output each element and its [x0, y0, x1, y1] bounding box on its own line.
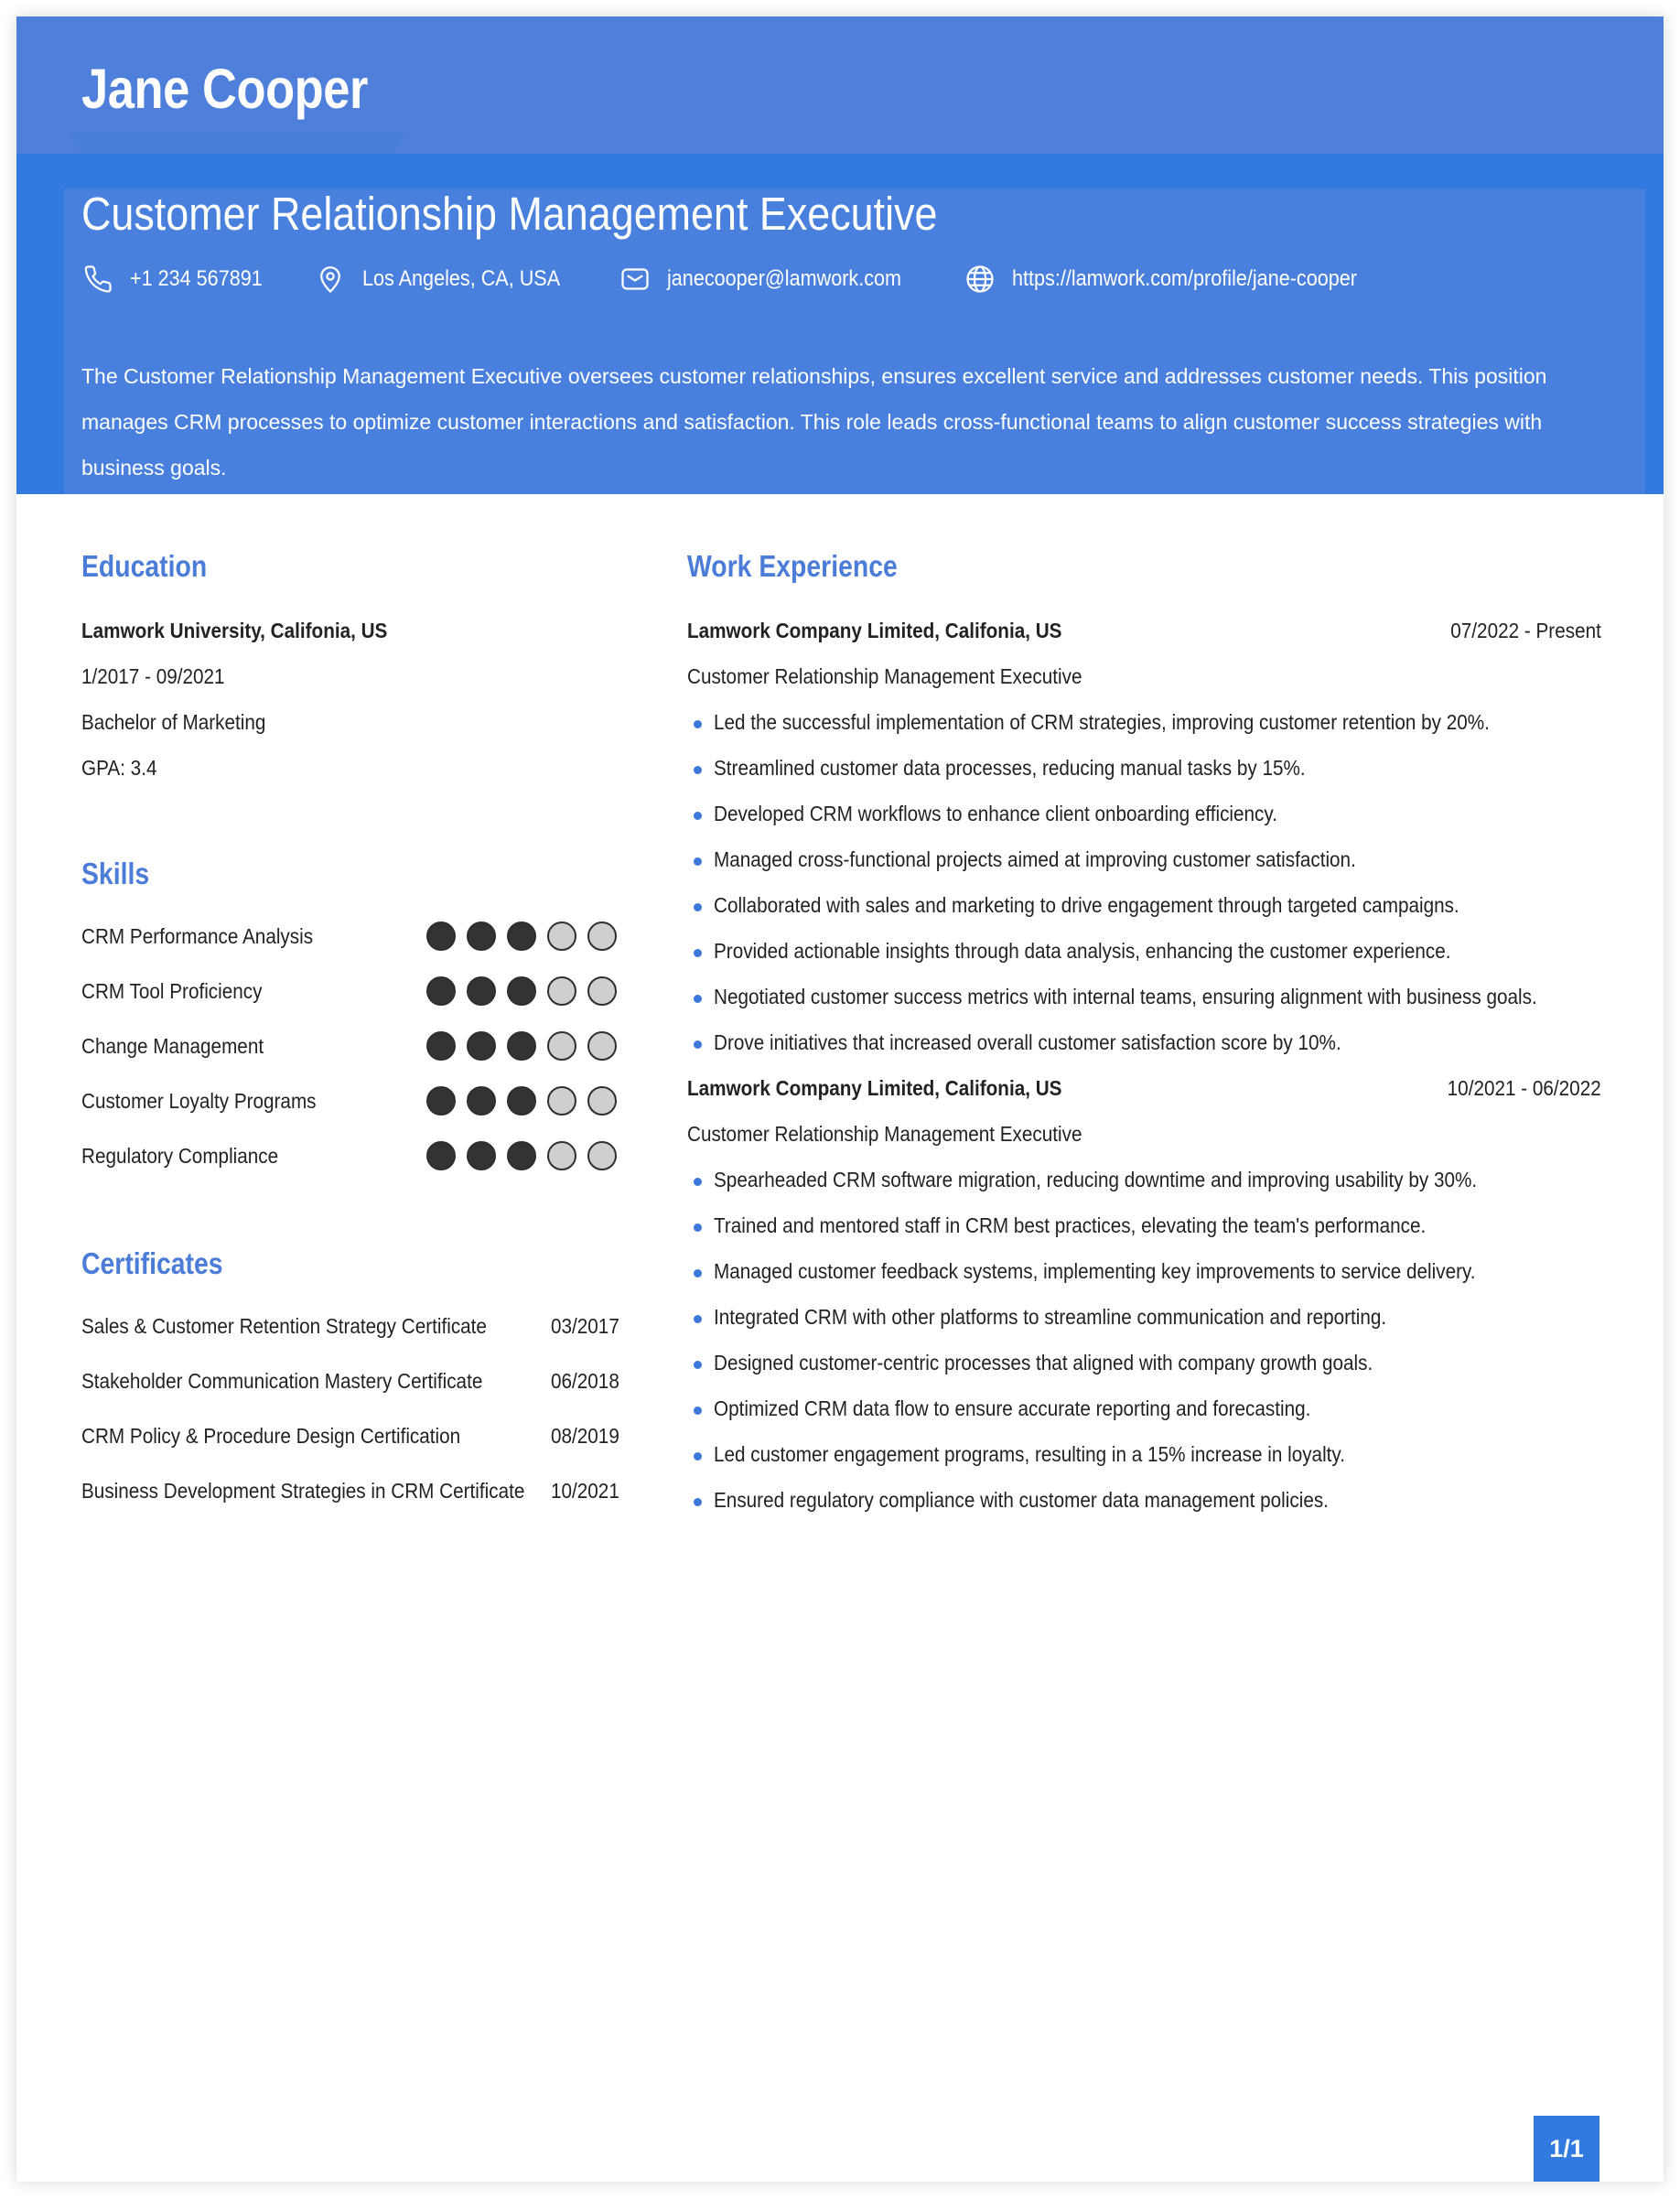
experience-heading: Work Experience	[687, 549, 898, 583]
job-dates: 10/2021 - 06/2022	[1447, 1076, 1601, 1100]
job-bullet: Integrated CRM with other platforms to streamline communication and reporting.	[714, 1305, 1387, 1329]
email-icon	[619, 263, 652, 296]
skill-name: Change Management	[81, 1034, 264, 1058]
job-bullet: Managed customer feedback systems, implementing key improvements to service delivery.	[714, 1259, 1476, 1283]
phone-text: +1 234 567891	[130, 266, 263, 291]
header-ribbon	[68, 132, 406, 154]
rating-dot-filled	[426, 1031, 456, 1061]
skill-name: CRM Performance Analysis	[81, 924, 314, 948]
rating-dot-filled	[426, 1086, 456, 1116]
certificate-name: CRM Policy & Procedure Design Certification	[81, 1424, 461, 1448]
bullet-dot	[694, 1223, 702, 1232]
education-gpa: GPA: 3.4	[81, 756, 157, 780]
rating-dot-empty	[587, 1086, 617, 1116]
skills-heading: Skills	[81, 857, 150, 890]
job-bullet: Trained and mentored staff in CRM best practices, elevating the team's performance.	[714, 1213, 1427, 1237]
education-degree: Bachelor of Marketing	[81, 710, 266, 734]
education-dates: 1/2017 - 09/2021	[81, 664, 225, 688]
rating-dot-filled	[467, 922, 496, 951]
website-text: https://lamwork.com/profile/jane-cooper	[1012, 266, 1358, 291]
certificate-date: 08/2019	[551, 1424, 619, 1448]
bullet-dot	[694, 766, 702, 774]
job-bullet: Managed cross-functional projects aimed at improving customer satisfaction.	[714, 847, 1356, 871]
skill-rating	[426, 1086, 628, 1116]
rating-dot-empty	[547, 976, 576, 1006]
certificate-date: 03/2017	[551, 1314, 619, 1338]
certificate-date: 10/2021	[551, 1479, 619, 1503]
rating-dot-filled	[507, 1086, 536, 1116]
resume-page	[16, 16, 1664, 2182]
bullet-dot	[694, 812, 702, 820]
bullet-dot	[694, 1498, 702, 1506]
job-bullet: Provided actionable insights through data analysis, enhancing the customer experience.	[714, 939, 1451, 963]
rating-dot-empty	[547, 1141, 576, 1170]
skill-name: Regulatory Compliance	[81, 1144, 279, 1168]
location-text: Los Angeles, CA, USA	[361, 266, 560, 291]
bullet-dot	[694, 903, 702, 911]
certificate-name: Business Development Strategies in CRM Certificate	[81, 1479, 525, 1503]
skill-name: Customer Loyalty Programs	[81, 1089, 317, 1113]
job-bullet: Designed customer-centric processes that aligned with company growth goals.	[714, 1351, 1373, 1374]
rating-dot-filled	[426, 922, 456, 951]
certificate-date: 06/2018	[551, 1369, 619, 1393]
job-dates: 07/2022 - Present	[1450, 619, 1601, 642]
job-bullet: Led customer engagement programs, resulting in a 15% increase in loyalty.	[714, 1442, 1345, 1466]
rating-dot-filled	[507, 1031, 536, 1061]
bullet-dot	[694, 1040, 702, 1049]
bullet-dot	[694, 857, 702, 866]
skill-rating	[426, 1141, 628, 1170]
rating-dot-empty	[587, 976, 617, 1006]
rating-dot-filled	[507, 922, 536, 951]
skill-rating	[426, 1031, 628, 1061]
rating-dot-filled	[467, 1086, 496, 1116]
contact-location	[314, 263, 582, 296]
bullet-dot	[694, 1269, 702, 1277]
contact-phone[interactable]	[81, 263, 277, 296]
rating-dot-filled	[467, 976, 496, 1006]
rating-dot-empty	[587, 922, 617, 951]
bullet-dot	[694, 995, 702, 1003]
job-bullet: Collaborated with sales and marketing to drive engagement through targeted campaigns.	[714, 893, 1459, 917]
rating-dot-filled	[426, 1141, 456, 1170]
skill-rating	[426, 976, 628, 1006]
bullet-dot	[694, 1407, 702, 1415]
skill-name: CRM Tool Proficiency	[81, 979, 263, 1003]
job-bullet: Spearheaded CRM software migration, reducing downtime and improving usability by 30%.	[714, 1168, 1478, 1191]
rating-dot-filled	[507, 976, 536, 1006]
page-indicator: 1/1	[1534, 2116, 1599, 2182]
rating-dot-empty	[587, 1141, 617, 1170]
certificate-name: Stakeholder Communication Mastery Certificate	[81, 1369, 483, 1393]
rating-dot-empty	[547, 1086, 576, 1116]
bullet-dot	[694, 1178, 702, 1186]
education-heading: Education	[81, 549, 208, 583]
job-role: Customer Relationship Management Executive	[687, 664, 1082, 688]
certificates-heading: Certificates	[81, 1246, 223, 1280]
resume-header	[16, 16, 1664, 494]
job-bullet: Optimized CRM data flow to ensure accurate reporting and forecasting.	[714, 1396, 1311, 1420]
job-bullet: Negotiated customer success metrics with internal teams, ensuring alignment with business goals.	[714, 985, 1537, 1008]
rating-dot-filled	[467, 1031, 496, 1061]
education-school: Lamwork University, Califonia, US	[81, 619, 388, 642]
job-bullet: Streamlined customer data processes, reducing manual tasks by 15%.	[714, 756, 1306, 780]
job-bullet: Developed CRM workflows to enhance client onboarding efficiency.	[714, 802, 1277, 825]
bullet-dot	[694, 949, 702, 957]
rating-dot-empty	[547, 1031, 576, 1061]
candidate-name: Jane Cooper	[81, 58, 369, 120]
rating-dot-empty	[587, 1031, 617, 1061]
bullet-dot	[694, 1452, 702, 1461]
email-text: janecooper@lamwork.com	[666, 266, 902, 291]
certificate-name: Sales & Customer Retention Strategy Certificate	[81, 1314, 487, 1338]
job-company: Lamwork Company Limited, Califonia, US	[687, 619, 1062, 642]
bullet-dot	[694, 1361, 702, 1369]
job-title: Customer Relationship Management Executive	[81, 188, 938, 240]
rating-dot-filled	[426, 976, 456, 1006]
job-bullet: Led the successful implementation of CRM strategies, improving customer retention by 20%.	[714, 710, 1490, 734]
rating-dot-filled	[507, 1141, 536, 1170]
skill-rating	[426, 922, 628, 951]
contact-website[interactable]	[964, 263, 1395, 296]
job-bullet: Ensured regulatory compliance with customer data management policies.	[714, 1488, 1329, 1512]
bullet-dot	[694, 1315, 702, 1323]
summary-text: The Customer Relationship Management Executive oversees customer relationships, ensures excellent service and addresses customer needs. This position manages CRM processes to optimize customer interactions and satisfaction. This role leads cross-functional teams to align customer success strategies with business goals.	[81, 364, 1547, 480]
contact-email[interactable]	[619, 263, 927, 296]
bullet-dot	[694, 720, 702, 728]
phone-icon	[81, 263, 114, 296]
rating-dot-empty	[547, 922, 576, 951]
contact-row	[81, 261, 1432, 297]
globe-icon	[964, 263, 996, 296]
job-role: Customer Relationship Management Executive	[687, 1122, 1082, 1146]
job-company: Lamwork Company Limited, Califonia, US	[687, 1076, 1062, 1100]
job-bullet: Drove initiatives that increased overall customer satisfaction score by 10%.	[714, 1030, 1341, 1054]
location-pin-icon	[314, 263, 347, 296]
rating-dot-filled	[467, 1141, 496, 1170]
